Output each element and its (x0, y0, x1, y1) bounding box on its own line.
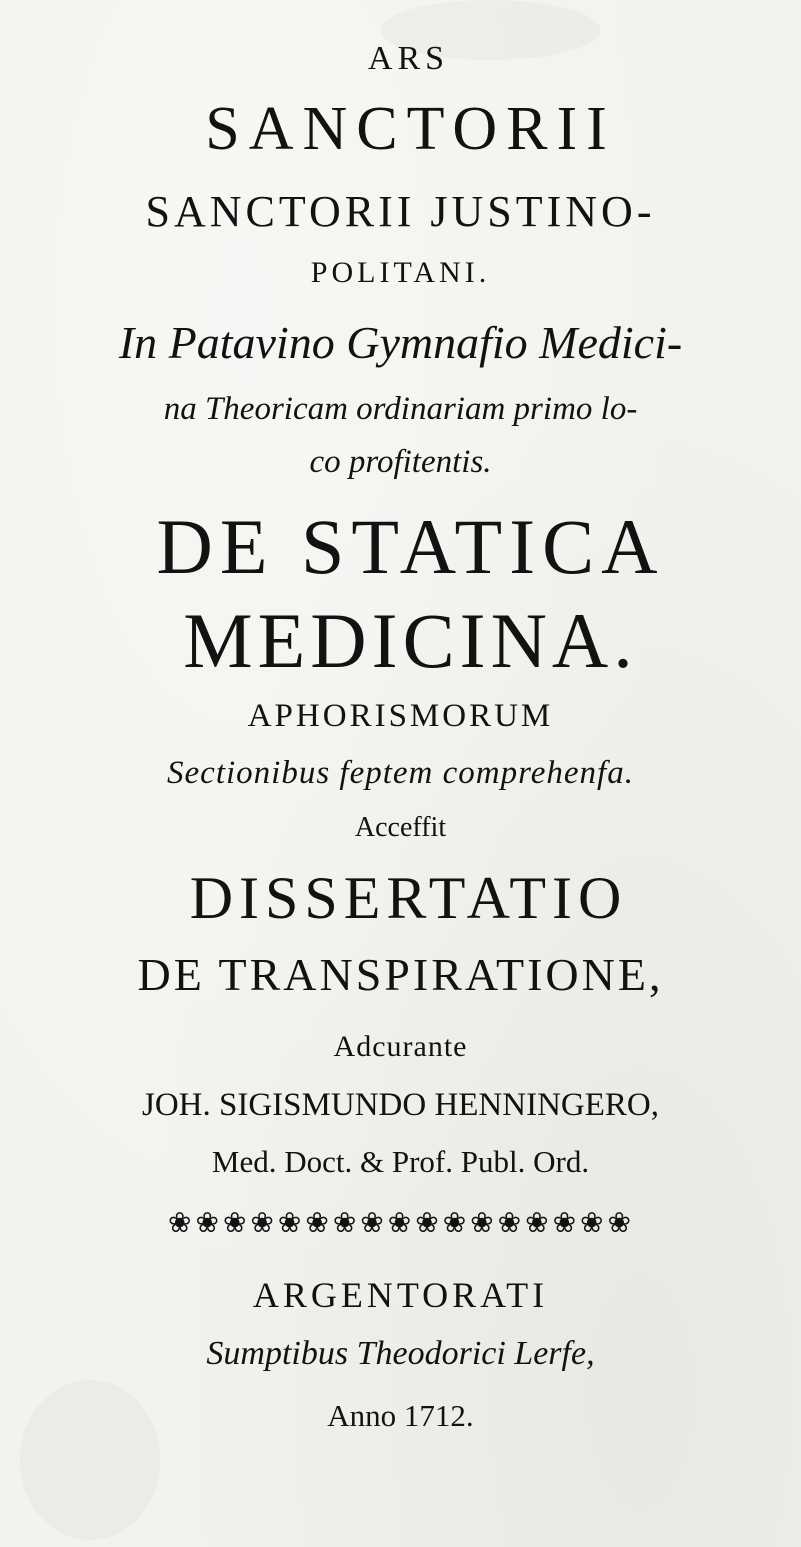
author-name-line1: SANCTORII JUSTINO- (145, 187, 656, 236)
author-description-line1: In Patavino Gymnafio Medici- (118, 317, 683, 368)
fleuron-ornament-icon: ❀ (525, 1206, 551, 1239)
fleuron-ornament-icon: ❀ (360, 1206, 386, 1239)
author-name-line2: POLITANI. (310, 256, 491, 289)
fleuron-ornament-icon: ❀ (442, 1206, 469, 1239)
fleuron-ornament-icon: ❀ (250, 1206, 276, 1239)
editor-name: JOH. SIGISMUNDO HENNINGERO, (142, 1087, 659, 1123)
fleuron-ornament-icon: ❀ (552, 1206, 579, 1239)
de-transpiratione-heading: DE TRANSPIRATIONE, (137, 949, 664, 1000)
fleuron-ornament-icon: ❀ (497, 1206, 524, 1239)
sectionibus-line: Sectionibus feptem comprehenfa. (167, 755, 634, 791)
fleuron-ornament-icon: ❀ (305, 1206, 331, 1239)
imprint-publisher: Sumptibus Theodorici Lerfe, (206, 1335, 595, 1372)
adcurante-label: Adcurante (333, 1030, 468, 1063)
author-description-line3: co profitentis. (309, 444, 492, 480)
fleuron-ornament-icon: ❀ (415, 1206, 441, 1239)
fleuron-ornament-icon: ❀ (387, 1206, 414, 1239)
fleuron-ornament-icon: ❀ (277, 1206, 304, 1239)
main-title-line2: MEDICINA. (183, 597, 638, 684)
dissertatio-heading: DISSERTATIO (189, 865, 628, 931)
editor-title: Med. Doct. & Prof. Publ. Ord. (211, 1144, 590, 1179)
imprint-year: Anno 1712. (327, 1398, 474, 1433)
fleuron-ornament-icon: ❀ (470, 1206, 496, 1239)
imprint-place: ARGENTORATI (252, 1275, 549, 1315)
fleuron-ornament-icon: ❀ (580, 1206, 606, 1239)
accessit-label: Acceffit (354, 812, 447, 843)
sanctorii-heading: SANCTORII (205, 95, 616, 163)
main-title-line1: DE STATICA (156, 503, 665, 590)
aphorismorum-label: APHORISMORUM (247, 698, 554, 734)
fleuron-ornament-icon: ❀ (607, 1206, 633, 1239)
fleuron-ornament-icon: ❀ (332, 1206, 359, 1239)
fleuron-ornament-icon: ❀ (195, 1206, 221, 1239)
ars-heading: ARS (367, 40, 450, 77)
ornament-divider (0, 1206, 801, 1239)
author-description-line2: na Theoricam ordinariam primo lo- (163, 391, 638, 427)
fleuron-ornament-icon: ❀ (168, 1206, 194, 1239)
fleuron-ornament-icon: ❀ (222, 1206, 249, 1239)
